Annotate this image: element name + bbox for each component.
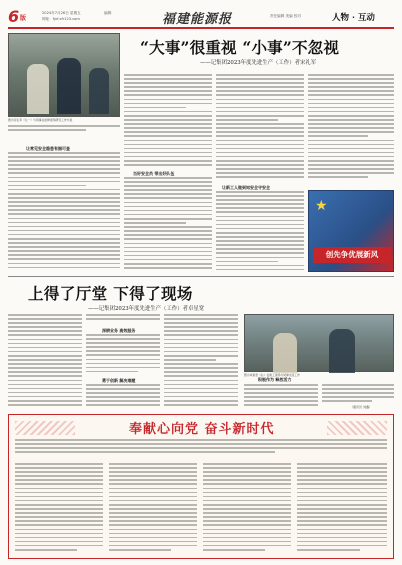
- story2-byline: （通讯员 刘鑫）: [350, 405, 372, 409]
- website[interactable]: 网址：fjxf.xfr123.com: [42, 17, 80, 21]
- story2-col3: [164, 314, 238, 410]
- editors-right: 责任编辑 美编 校对: [270, 14, 302, 18]
- photo2-figure-right: [329, 329, 355, 373]
- page-tag: 版: [20, 15, 27, 22]
- editor-line: 编辑：: [104, 11, 115, 15]
- story1-col3: [216, 74, 304, 184]
- bottom-col2: [109, 463, 197, 555]
- story2-col2-lower: [86, 334, 160, 376]
- story2-photo: [244, 314, 394, 372]
- section-title: 人物 · 互动: [332, 13, 375, 23]
- story2-photo-caption: 图为卓星宽（右）在施工现场与同事交流工作: [244, 373, 300, 377]
- bottom-feature: [8, 414, 394, 559]
- bottom-deco-right: [327, 421, 387, 435]
- bottom-col1: [15, 463, 103, 555]
- page-number: 6: [8, 7, 20, 26]
- story2-col2-lower2: [86, 384, 160, 410]
- photo-figure-mid: [57, 58, 81, 114]
- story1-photo-caption: 图为宋礼军（左一）与同事在检修现场研究工作方案: [8, 118, 73, 122]
- story2-section-head-3: 积极作为 释放活力: [258, 377, 292, 382]
- story1-col1-lower: [8, 152, 120, 274]
- story1-col4: [308, 74, 394, 184]
- issue-date: 2024年7月26日 星期五: [42, 11, 81, 15]
- section-divider: [8, 276, 394, 277]
- story2-col4: [244, 384, 318, 410]
- story2-subtitle: ——记集团2023年度先进生产（工作）者卓星宽: [88, 306, 205, 312]
- bottom-col3: [203, 463, 291, 555]
- promo-banner-text: 创先争优展新风: [313, 247, 391, 263]
- photo-figure-right: [89, 68, 109, 114]
- story1-col1: [8, 125, 120, 135]
- story2-col1: [8, 314, 82, 410]
- page-header: [8, 8, 394, 30]
- story1-section-head-1: 让常见安全隐患有据可查: [26, 146, 70, 151]
- story1-photo: [8, 33, 120, 117]
- story1-headline: “大事”很重视 “小事”不忽视: [140, 38, 340, 57]
- story1-col3-lower: [216, 191, 304, 273]
- header-rule: [8, 27, 394, 29]
- story1-section-head-2: 当好安全员 带出好队伍: [133, 171, 175, 176]
- story1-subtitle: ——记集团2023年度先进生产（工作）者宋礼军: [200, 60, 317, 66]
- story2-section-head-2: 勇于创新 解决难题: [102, 378, 136, 383]
- story1-col2-lower: [124, 177, 212, 273]
- story1-col2: [124, 74, 212, 170]
- promo-banner[interactable]: [308, 190, 394, 272]
- bottom-col4: [297, 463, 387, 555]
- bottom-deco-left: [15, 421, 75, 435]
- promo-star-icon: ★: [315, 198, 328, 214]
- photo-figure-left: [27, 64, 49, 114]
- story2-section-head-1: 深耕业务 高效服务: [102, 328, 136, 333]
- story1-section-head-3: 让新工人做到知安全守安全: [222, 185, 270, 190]
- story2-col5: [322, 384, 394, 406]
- bottom-intro: [15, 439, 387, 459]
- story2-col2: [86, 314, 160, 326]
- photo2-figure-left: [273, 333, 297, 373]
- masthead: 福建能源报: [162, 12, 233, 27]
- bottom-title: 奉献心向党 奋斗新时代: [129, 422, 275, 437]
- story2-headline: 上得了厅堂 下得了现场: [28, 284, 193, 303]
